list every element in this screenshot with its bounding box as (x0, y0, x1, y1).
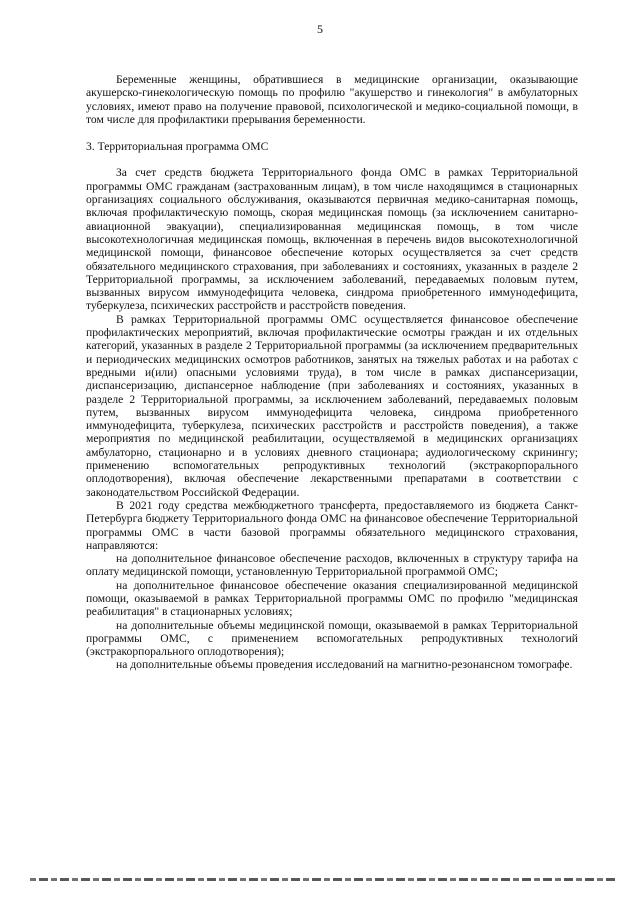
paragraph-interbudget-transfer: В 2021 году средства межбюджетного трансферта, предоставляемого из бюджета Санкт-Петербурга бюджету Территориального фонда ОМС на финансовое обеспечение Территориальной программы ОМС в части базовой программы обязательного медицинского страхования, направляются: (86, 498, 578, 552)
section-heading: 3. Территориальная программа ОМС (86, 140, 269, 154)
page-number: 5 (317, 22, 323, 36)
list-item-tariff: на дополнительное финансовое обеспечение расходов, включенных в структуру тарифа на оплату медицинской помощи, установленную Территориальной программой ОМС; (86, 552, 578, 579)
paragraph-funding-scope: За счет средств бюджета Территориального фонда ОМС в рамках Территориальной программы ОМС гражданам (застрахованным лицам), в том числе находящимся в стационарных организациях социального обслуживания, оказываются первичная медико-санитарная помощь, включая профилактическую помощь, скорая медицинская помощь (за исключением санитарно-авиационной эвакуации), специализированная медицинская помощь, в том числе высокотехнологичная медицинская помощь, включенная в перечень видов высокотехнологичной медицинской помощи, финансовое обеспечение которых осуществляется за счет средств обязательного медицинского страхования, при заболеваниях и состояниях, указанных в разделе 2 Территориальной программы, за исключением заболеваний, передаваемых половым путем, вызванных вирусом иммунодефицита человека, синдрома приобретенного иммунодефицита, туберкулеза, психических расстройств и расстройств поведения. (86, 166, 578, 313)
paragraph-preventive-measures: В рамках Территориальной программы ОМС осуществляется финансовое обеспечение профилактических мероприятий, включая профилактические осмотры граждан и их отдельных категорий, указанных в разделе 2 Территориальной программы (за исключением предварительных и периодических медицинских осмотров работников, занятых на тяжелых работах и на работах с вредными и(или) опасными условиями труда), в том числе в рамках диспансеризации, диспансеризацию, диспансерное наблюдение (при заболеваниях и состояниях, указанных в разделе 2 Территориальной программы, за исключением заболеваний, передаваемых половым путем, вызванных вирусом иммунодефицита человека, синдрома приобретенного иммунодефицита, туберкулеза, психических расстройств и расстройств поведения), а также мероприятия по медицинской реабилитации, осуществляемой в медицинских организациях амбулаторно, стационарно и в условиях дневного стационара; аудиологическому скринингу; применению вспомогательных репродуктивных технологий (экстракорпорального оплодотворения), включая обеспечение лекарственными препаратами в соответствии с законодательством Российской Федерации. (86, 312, 578, 499)
list-item-rehabilitation: на дополнительное финансовое обеспечение оказания специализированной медицинской помощи, оказываемой в рамках Территориальной программы ОМС по профилю "медицинская реабилитация" в стационарных условиях; (86, 578, 578, 619)
document-body (86, 73, 578, 672)
list-item-ivf: на дополнительные объемы медицинской помощи, оказываемой в рамках Территориальной программы ОМС, с применением вспомогательных репродуктивных технологий (экстракорпорального оплодотворения); (86, 618, 578, 659)
paragraph-pregnant-women: Беременные женщины, обратившиеся в медицинские организации, оказывающие акушерско-гинекологическую помощь по профилю "акушерство и гинекология" в амбулаторных условиях, имеют право на получение правовой, психологической и медико-социальной помощи, в том числе для профилактики прерывания беременности. (86, 73, 578, 126)
scan-artifact-line (30, 878, 615, 881)
list-item-mri: на дополнительные объемы проведения исследований на магнитно-резонансном томографе. (116, 658, 573, 672)
